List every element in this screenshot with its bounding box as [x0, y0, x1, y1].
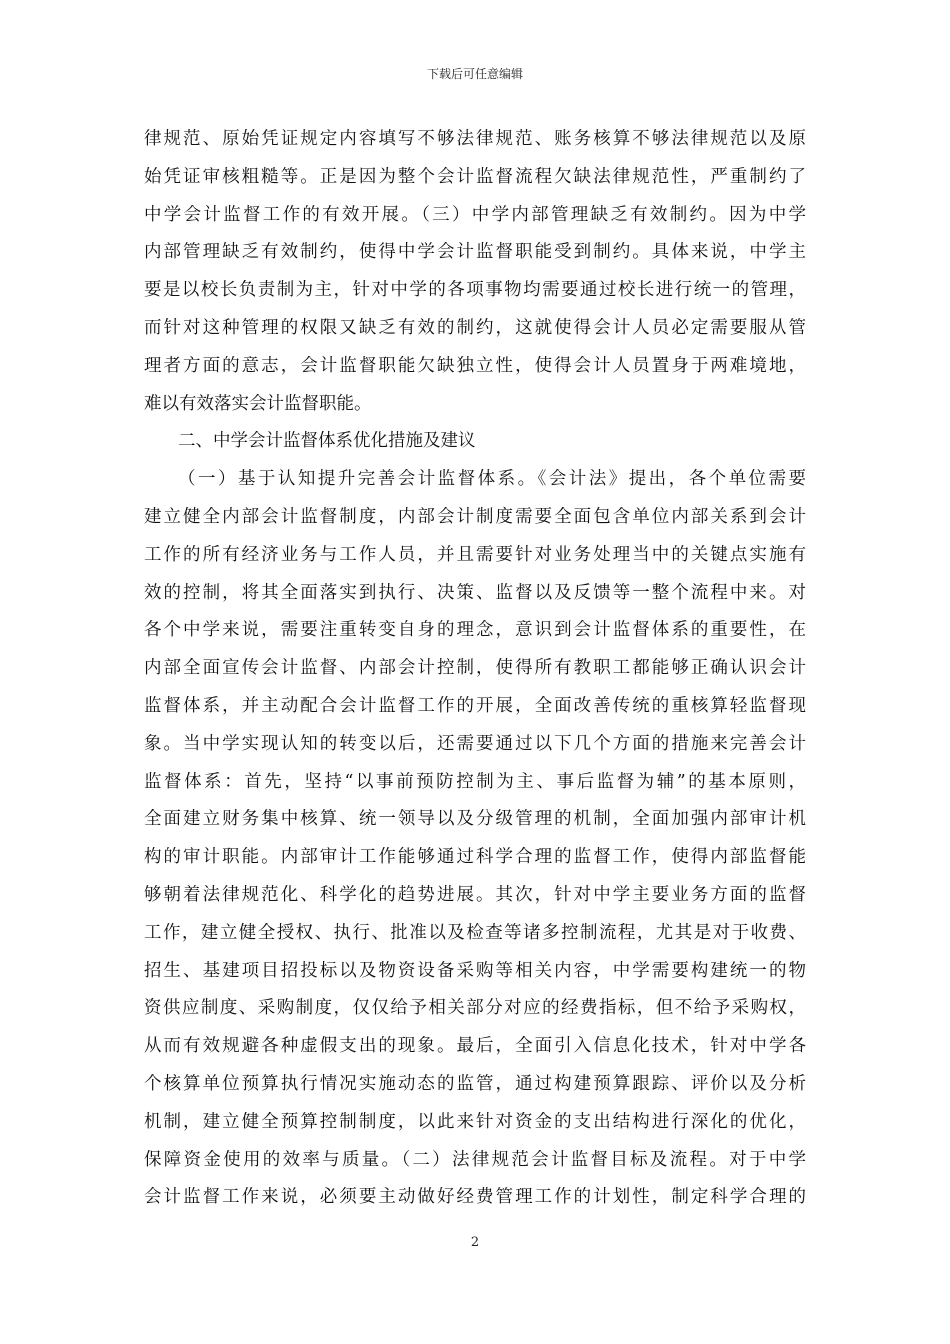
text-line: 全面建立财务集中核算、统一领导以及分级管理的机制，全面加强内部审计机 — [144, 809, 806, 830]
text-line: 监督体系：首先，坚持“以事前预防控制为主、事后监督为辅”的基本原则， — [144, 771, 806, 792]
text-line: 工作，建立健全授权、执行、批准以及检查等诸多控制流程，尤其是对于收费、 — [144, 922, 806, 943]
text-line: 够朝着法律规范化、科学化的趋势进展。其次，针对中学主要业务方面的监督 — [144, 885, 806, 905]
text-line: 从而有效规避各种虚假支出的现象。最后，全面引入信息化技术，针对中学各 — [144, 1036, 806, 1057]
text-line: 中学会计监督工作的有效开展。（三）中学内部管理缺乏有效制约。因为中学 — [144, 204, 806, 225]
text-line: 建立健全内部会计监督制度，内部会计制度需要全面包含单位内部关系到会计 — [144, 507, 806, 527]
text-line: 难以有效落实会计监督职能。 — [144, 393, 372, 414]
text-line: 内部管理缺乏有效制约，使得中学会计监督职能受到制约。具体来说，中学主 — [144, 242, 806, 263]
text-line: 招生、基建项目招投标以及物资设备采购等相关内容，中学需要构建统一的物 — [144, 960, 806, 981]
text-line: 要是以校长负责制为主，针对中学的各项事物均需要通过校长进行统一的管理， — [144, 280, 806, 301]
text-line: 构的审计职能。内部审计工作能够通过科学合理的监督工作，使得内部监督能 — [144, 847, 806, 868]
text-line: 而针对这种管理的权限又缺乏有效的制约，这就使得会计人员必定需要服从管 — [144, 318, 806, 338]
text-line: 监督体系，并主动配合会计监督工作的开展，全面改善传统的重核算轻监督现 — [144, 696, 806, 716]
text-line: 始凭证审核粗糙等。正是因为整个会计监督流程欠缺法律规范性，严重制约了 — [144, 166, 806, 187]
text-line: 机制，建立健全预算控制制度，以此来针对资金的支出结构进行深化的优化， — [144, 1111, 806, 1132]
page-number: 2 — [470, 1235, 480, 1250]
page-header: 下载后可任意编辑 — [426, 67, 523, 81]
text-line: （一）基于认知提升完善会计监督体系。《会计法》提出，各个单位需要 — [178, 469, 806, 490]
text-line: 保障资金使用的效率与质量。（二）法律规范会计监督目标及流程。对于中学 — [144, 1149, 806, 1170]
text-line: 效的控制，将其全面落实到执行、决策、监督以及反馈等一整个流程中来。对 — [144, 582, 806, 603]
section-heading: 二、中学会计监督体系优化措施及建议 — [178, 431, 476, 452]
text-line: 理者方面的意志，会计监督职能欠缺独立性，使得会计人员置身于两难境地， — [144, 355, 806, 376]
text-line: 各个中学来说，需要注重转变自身的理念，意识到会计监督体系的重要性，在 — [144, 620, 806, 641]
text-line: 律规范、原始凭证规定内容填写不够法律规范、账务核算不够法律规范以及原 — [144, 129, 806, 149]
text-line: 象。当中学实现认知的转变以后，还需要通过以下几个方面的措施来完善会计 — [144, 733, 806, 754]
text-line: 个核算单位预算执行情况实施动态的监管，通过构建预算跟踪、评价以及分析 — [144, 1074, 806, 1094]
text-line: 资供应制度、采购制度，仅仅给予相关部分对应的经费指标，但不给予采购权， — [144, 998, 806, 1019]
text-line: 会计监督工作来说，必须要主动做好经费管理工作的计划性，制定科学合理的 — [144, 1187, 806, 1208]
text-line: 工作的所有经济业务与工作人员，并且需要针对业务处理当中的关键点实施有 — [144, 544, 806, 565]
text-line: 内部全面宣传会计监督、内部会计控制，使得所有教职工都能够正确认识会计 — [144, 658, 806, 679]
